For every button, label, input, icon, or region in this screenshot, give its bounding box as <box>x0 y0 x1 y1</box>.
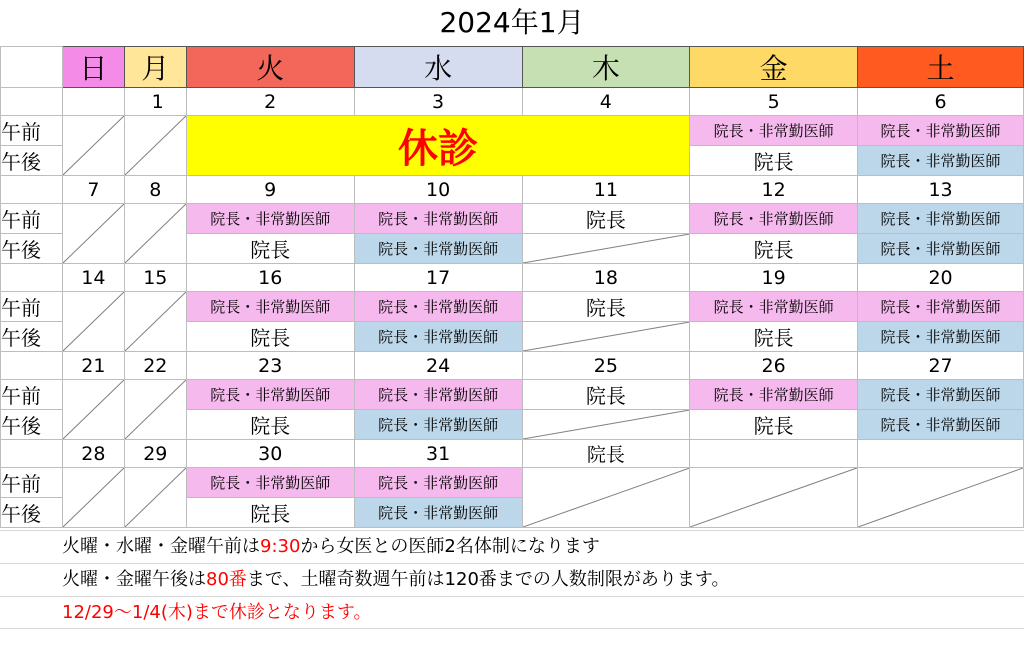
date-cell: 19 <box>690 264 858 292</box>
date-cell: 12 <box>690 176 858 204</box>
date-cell: 18 <box>522 264 690 292</box>
no-service-cell <box>62 292 124 352</box>
am-label: 午前 <box>1 292 63 322</box>
date-cell: 21 <box>62 352 124 380</box>
no-service-cell <box>124 468 186 528</box>
staff-both: 院長・非常勤医師 <box>186 292 354 322</box>
date-cell: 28 <box>62 440 124 468</box>
staff-director: 院長 <box>522 292 690 322</box>
diagonal-slash <box>125 468 186 527</box>
note-1c: から女医との医師2名体制になります <box>300 536 600 557</box>
diagonal-slash <box>125 380 186 439</box>
weekday-sat: 土 <box>858 47 1024 88</box>
staff-director: 院長 <box>186 410 354 440</box>
diagonal-slash <box>523 410 690 439</box>
no-service-cell <box>522 468 690 528</box>
pm-label: 午後 <box>1 322 63 352</box>
date-cell: 23 <box>186 352 354 380</box>
date-cell: 5 <box>690 88 858 116</box>
closed-banner: 休診 <box>186 116 689 176</box>
staff-both: 院長・非常勤医師 <box>354 234 522 264</box>
staff-both: 院長・非常勤医師 <box>354 498 522 528</box>
staff-both: 院長・非常勤医師 <box>354 322 522 352</box>
staff-both: 院長・非常勤医師 <box>690 380 858 410</box>
diagonal-slash <box>63 116 124 175</box>
staff-both: 院長・非常勤医師 <box>858 204 1024 234</box>
no-service-cell <box>690 468 858 528</box>
date-cell: 6 <box>858 88 1024 116</box>
weekday-sun: 日 <box>62 47 124 88</box>
date-cell: 27 <box>858 352 1024 380</box>
staff-both: 院長・非常勤医師 <box>186 468 354 498</box>
note-1-time: 9:30 <box>260 536 301 557</box>
date-cell: 25 <box>522 352 690 380</box>
staff-director: 院長 <box>690 410 858 440</box>
date-cell: 26 <box>690 352 858 380</box>
staff-both: 院長・非常勤医師 <box>354 292 522 322</box>
date-cell: 20 <box>858 264 1024 292</box>
no-service-cell <box>124 292 186 352</box>
staff-both: 院長・非常勤医師 <box>858 380 1024 410</box>
staff-both: 院長・非常勤医師 <box>186 204 354 234</box>
staff-both: 院長・非常勤医師 <box>858 146 1024 176</box>
date-cell: 31 <box>354 440 522 468</box>
no-service-cell <box>124 204 186 264</box>
no-service-cell <box>62 468 124 528</box>
note-1a: 火曜・水曜・金曜午前は <box>62 536 260 557</box>
weekday-wed: 水 <box>354 47 522 88</box>
pm-label: 午後 <box>1 410 63 440</box>
staff-director: 院長 <box>690 234 858 264</box>
am-label: 午前 <box>1 468 63 498</box>
no-service-cell <box>62 204 124 264</box>
date-cell: 1 <box>124 88 186 116</box>
diagonal-slash <box>63 380 124 439</box>
staff-both: 院長・非常勤医師 <box>858 234 1024 264</box>
date-cell: 11 <box>522 176 690 204</box>
staff-both: 院長・非常勤医師 <box>858 410 1024 440</box>
weekday-thu: 木 <box>522 47 690 88</box>
note-line-2 <box>62 565 1022 595</box>
date-cell: 7 <box>62 176 124 204</box>
staff-both: 院長・非常勤医師 <box>858 116 1024 146</box>
note-line-1 <box>62 532 1022 562</box>
diagonal-slash <box>690 468 857 527</box>
weekday-fri: 金 <box>690 47 858 88</box>
note-2-limit: 80番 <box>206 569 247 590</box>
date-cell <box>62 88 124 116</box>
diagonal-slash <box>63 204 124 263</box>
date-cell: 2 <box>186 88 354 116</box>
staff-director: 院長 <box>522 380 690 410</box>
note-line-3: 12/29～1/4(木)まで休診となります。 <box>62 602 372 623</box>
pm-label: 午後 <box>1 498 63 528</box>
date-cell: 10 <box>354 176 522 204</box>
weekday-mon: 月 <box>124 47 186 88</box>
diagonal-slash <box>523 468 690 527</box>
date-cell: 22 <box>124 352 186 380</box>
date-cell: 13 <box>858 176 1024 204</box>
no-service-cell <box>124 380 186 440</box>
diagonal-slash <box>63 468 124 527</box>
staff-both: 院長・非常勤医師 <box>690 292 858 322</box>
staff-both: 院長・非常勤医師 <box>858 292 1024 322</box>
date-cell: 3 <box>354 88 522 116</box>
date-cell: 9 <box>186 176 354 204</box>
am-label: 午前 <box>1 116 63 146</box>
date-cell: 4 <box>522 88 690 116</box>
no-service-cell <box>62 116 124 176</box>
no-service-cell <box>522 322 690 352</box>
diagonal-slash <box>125 292 186 351</box>
date-cell: 14 <box>62 264 124 292</box>
corner-cell <box>1 47 63 88</box>
pm-label: 午後 <box>1 146 63 176</box>
staff-both: 院長・非常勤医師 <box>354 380 522 410</box>
date-cell: 8 <box>124 176 186 204</box>
note-2a: 火曜・金曜午後は <box>62 569 206 590</box>
date-cell: 30 <box>186 440 354 468</box>
staff-director: 院長 <box>522 204 690 234</box>
staff-director: 院長 <box>186 322 354 352</box>
diagonal-slash <box>858 468 1023 527</box>
date-cell: 17 <box>354 264 522 292</box>
staff-both: 院長・非常勤医師 <box>690 204 858 234</box>
staff-director: 院長 <box>690 146 858 176</box>
no-service-cell <box>522 410 690 440</box>
am-label: 午前 <box>1 380 63 410</box>
no-service-cell <box>62 380 124 440</box>
weekday-tue: 火 <box>186 47 354 88</box>
pm-label: 午後 <box>1 234 63 264</box>
date-cell: 29 <box>124 440 186 468</box>
diagonal-slash <box>523 322 690 351</box>
diagonal-slash <box>63 292 124 351</box>
staff-director: 院長 <box>186 498 354 528</box>
staff-director: 院長 <box>186 234 354 264</box>
staff-both: 院長・非常勤医師 <box>354 410 522 440</box>
staff-both: 院長・非常勤医師 <box>186 380 354 410</box>
no-service-cell <box>858 468 1024 528</box>
no-service-cell <box>124 116 186 176</box>
date-cell: 16 <box>186 264 354 292</box>
staff-both: 院長・非常勤医師 <box>858 322 1024 352</box>
diagonal-slash <box>125 116 186 175</box>
staff-director: 院長 <box>690 322 858 352</box>
date-cell <box>858 440 1024 468</box>
date-cell: 15 <box>124 264 186 292</box>
date-cell <box>690 440 858 468</box>
staff-director: 院長 <box>522 440 690 468</box>
am-label: 午前 <box>1 204 63 234</box>
staff-both: 院長・非常勤医師 <box>354 204 522 234</box>
diagonal-slash <box>523 234 690 263</box>
staff-both: 院長・非常勤医師 <box>354 468 522 498</box>
calendar-table <box>0 46 1024 528</box>
staff-both: 院長・非常勤医師 <box>690 116 858 146</box>
date-cell: 24 <box>354 352 522 380</box>
page-title: 2024年1月 <box>439 6 585 39</box>
no-service-cell <box>522 234 690 264</box>
diagonal-slash <box>125 204 186 263</box>
note-2c: まで、土曜奇数週午前は120番までの人数制限があります。 <box>246 569 730 590</box>
